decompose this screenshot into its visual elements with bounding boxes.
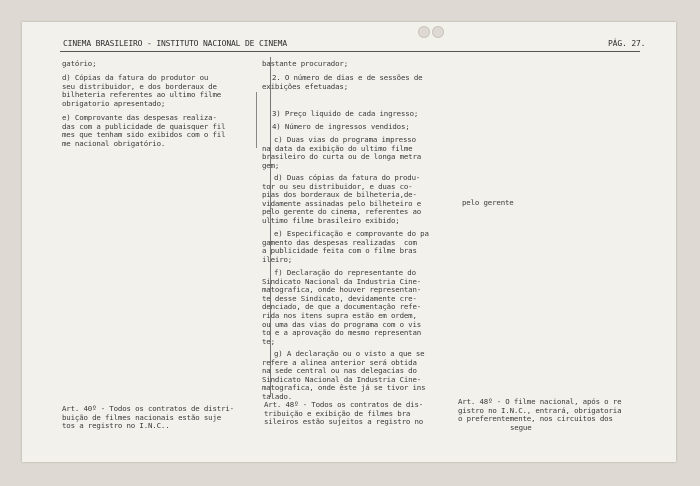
col2-line: gamento das despesas realizadas com [262,237,417,247]
footer-article: Art. 40º - Todos os contratos de distri- [62,404,234,413]
col2-line: vidamente assinadas pelo bilheteiro e [262,198,422,208]
col1-line: obrigatorio apresentado; [62,98,166,108]
col2-line: c) Duas vias do programa impresso [274,135,416,144]
footer-article: Art. 48º - Todos os contratos de dis- [264,400,424,409]
col2-line: brasileiro do curta ou de longa metra [262,152,422,162]
col2-line: bastante procurador; [262,59,348,68]
col2-line: matografica, onde houver representan- [262,285,422,295]
header-rule [60,51,640,52]
col2-line: ileiro; [262,254,293,264]
col2-line: pias dos borderaux de bilheteria,de- [262,190,417,200]
footer-article: Art. 48º - O filme nacional, após o re [458,397,622,406]
col2-line: pelo gerente do cinema, referentes ao [262,207,422,217]
col2-line: refere a alinea anterior será obtida [262,357,417,367]
col2-line: gem; [262,160,280,170]
footer-article: segue [510,422,532,432]
col2-line: exibições efetuadas; [262,81,348,91]
footer-article: buição de filmes nacionais estão suje [62,412,222,422]
col1-line: mes que tenham sido exibidos com o fil [62,130,226,140]
col2-line: te desse Sindicato, devidamente cre- [262,293,417,303]
col2-line: Sindicato Nacional da Industria Cine- [262,276,422,286]
margin-note: pelo gerente [462,198,514,207]
col2-line: Sindicato Nacional da Industria Cine- [262,374,422,384]
col2-line: g) A declaração ou o visto a que se [274,349,425,358]
punch-hole [418,26,430,38]
col1-line: me nacional obrigatório. [62,138,166,148]
footer-article: gistro no I.N.C., entrará, obrigatoria [458,405,622,415]
margin-bracket [256,92,257,148]
col2-line: f) Declaração do representante do [274,268,416,277]
col1-line: das com a publicidade de quaisquer fil [62,121,226,131]
col1-line: d) Cópias da fatura do produtor ou [62,73,209,82]
footer-article: o preferentemente, nos circuitos dos [458,414,613,424]
col2-line: matografica, onde êste já se tivor ins [262,383,426,393]
col2-line: to e a aprovação do mesmo representan [262,328,422,338]
col1-line: seu distribuidor, e dos borderaux de [62,81,217,91]
col2-line: te; [262,336,275,346]
footer-article: sileiros estão sujeitos a registro no [264,417,424,427]
col2-line: 3) Preço liquido de cada ingresso; [272,109,419,118]
col1-line: bilheteria referentes ao ultimo filme [62,90,222,100]
col2-line: d) Duas cópias da fatura do produ- [274,173,421,182]
col2-line: e) Especificação e comprovante do pa [274,229,429,238]
document-header: CINEMA BRASILEIRO - INSTITUTO NACIONAL DE CINEMA [63,39,287,48]
col2-line: 2. O número de dias e de sessões de [272,73,423,82]
footer-article: tribuição e exibição de filmes bra [264,408,411,418]
col2-line: 4) Número de ingressos vendidos; [272,122,410,131]
col2-line: talado. [262,392,293,401]
col2-line: ultimo filme brasileiro exibido; [262,216,400,225]
col2-line: a publicidade feita com o filme bras [262,246,417,256]
col2-line: rida nos itens supra estão em ordem, [262,311,417,320]
footer-article: tos a registro no I.N.C.. [62,421,170,431]
col1-line: e) Comprovante das despesas realiza- [62,113,217,122]
col2-line: tor ou seu distribuidor, e duas co- [262,181,413,191]
page-number: PÁG. 27. [608,39,646,48]
col2-line: na data da exibição do ultimo filme [262,143,413,153]
col2-line: ou uma das vias do programa com o vis [262,319,422,329]
col1-text: gatório; [62,59,97,68]
punch-hole [432,26,444,38]
col2-line: denciado, de que a documentação refe- [262,302,422,312]
col2-line: na sede central ou nas delegacias do [262,366,417,376]
